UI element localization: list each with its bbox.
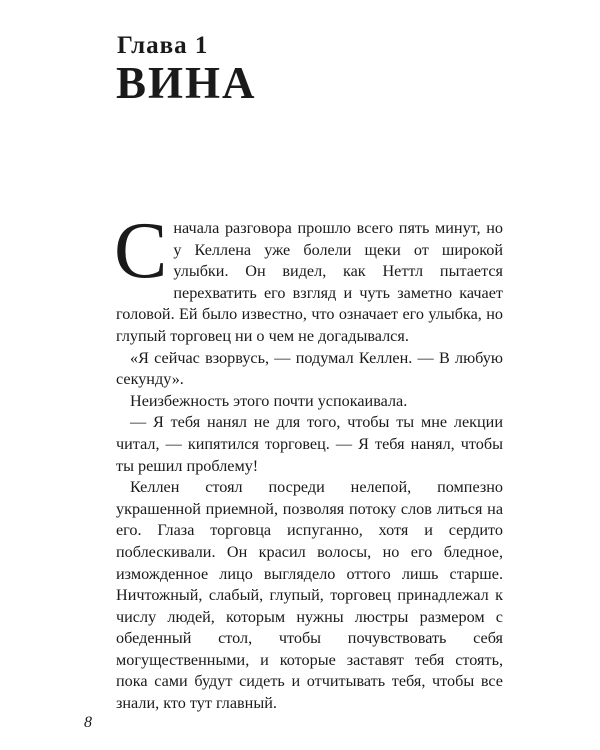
- paragraph-1: [114, 207, 503, 348]
- paragraph-1-text: начала разговора прошло всего пять минут, но у Келлена уже болели щеки от широкой улыбки. Он видел, как Неттл пытается перехватить его взгляд и чуть заметно качает головой. Ей было известно, что означает его улыбка, но глупый торговец ни о чем не догадывался.: [116, 219, 503, 345]
- paragraph-5: Келлен стоял посреди нелепой, помпезно украшенной приемной, позволяя потоку слов литься на его. Глаза торговца испуганно, хотя и сердито поблескивали. Он красил волосы, но его бледное, изможденное лицо выглядело оттого лишь старше. Ничтожный, слабый, глупый, торговец принадлежал к числу людей, которым нужны люстры размером с обеденный стол, чтобы почувствовать себя могущественными, и которые заставят тебя стоять, пока сами будут сидеть и отчитывать тебя, чтобы все знали, кто тут главный.: [116, 478, 503, 713]
- paragraph-3: Неизбежность этого почти успокаивала.: [130, 391, 408, 410]
- chapter-label: Глава 1: [117, 32, 209, 59]
- chapter-body: [114, 207, 503, 715]
- page-number: 8: [84, 714, 92, 731]
- paragraph-4: — Я тебя нанял не для того, чтобы ты мне лекции читал, — кипятился торговец. — Я тебя нанял, чтобы ты решил проблему!: [116, 413, 503, 475]
- drop-cap: С: [114, 207, 168, 295]
- paragraph-2: «Я сейчас взорвусь, — подумал Келлен. — В любую секунду».: [116, 348, 503, 389]
- chapter-title: ВИНА: [116, 58, 257, 108]
